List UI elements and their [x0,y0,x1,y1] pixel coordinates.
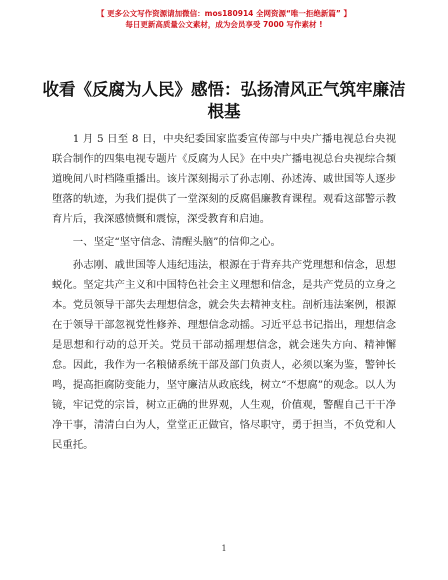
section-heading-1: 一、坚定“坚守信念、清醒头脑”的信仰之心。 [72,236,281,248]
document-body [52,129,396,458]
body-paragraph-section-1: 孙志刚、戚世国等人违纪违法，根源在于背弃共产党理想和信念，思想蜕化。坚定共产主义和中国特色社会主义理想和信念，是共产党员的立身之本。党员领导干部失去理想信念，就会失去精神支柱。剖析违法案例，根源在于领导干部忽视党性修养、理想信念动摇。习近平总书记指出，理想信念是思想和行动的总开关。党员干部动摇理想信念，就会迷失方向、精神懈怠。因此，我作为一名粮储系统干部及部门负责人，必须以案为鉴，警钟长鸣，提高拒腐防变能力，坚守廉洁从政底线，树立“不想腐”的观念。以人为镜，牢记党的宗旨，树立正确的世界观，人生观，价值观，警醒自己干干净净干事，清清白白为人，堂堂正正做官，恪尽职守，勇于担当，不负党和人民重托。 [52,259,396,451]
banner-line-1: 【 更多公文写作资源请加微信：mos180914 全网资源“唯一拒绝新篇” 】 [97,9,351,18]
body-paragraph-intro: 1 月 5 日至 8 日，中央纪委国家监委宣传部与中央广播电视总台央视联合制作的四集电视专题片《反腐为人民》在中央广播电视总台央视综合频道晚间八时档隆重播出。该片深刻揭示了孙志刚、孙述涛、戚世国等人逐步堕落的轨迹，为我们提供了一堂深刻的反腐倡廉教育课程。观看这部警示教育片后，我深感愤慨和震惊，深受教育和启迪。 [52,133,396,225]
page-number: 1 [221,544,227,553]
header-banner [0,8,448,30]
banner-line-2: 每日更新高质量公文素材，成为会员享受 7000 写作素材 ! [125,20,323,29]
document-title: 收看《反腐为人民》感悟：弘扬清风正气筑牢廉洁根基 [42,80,406,121]
